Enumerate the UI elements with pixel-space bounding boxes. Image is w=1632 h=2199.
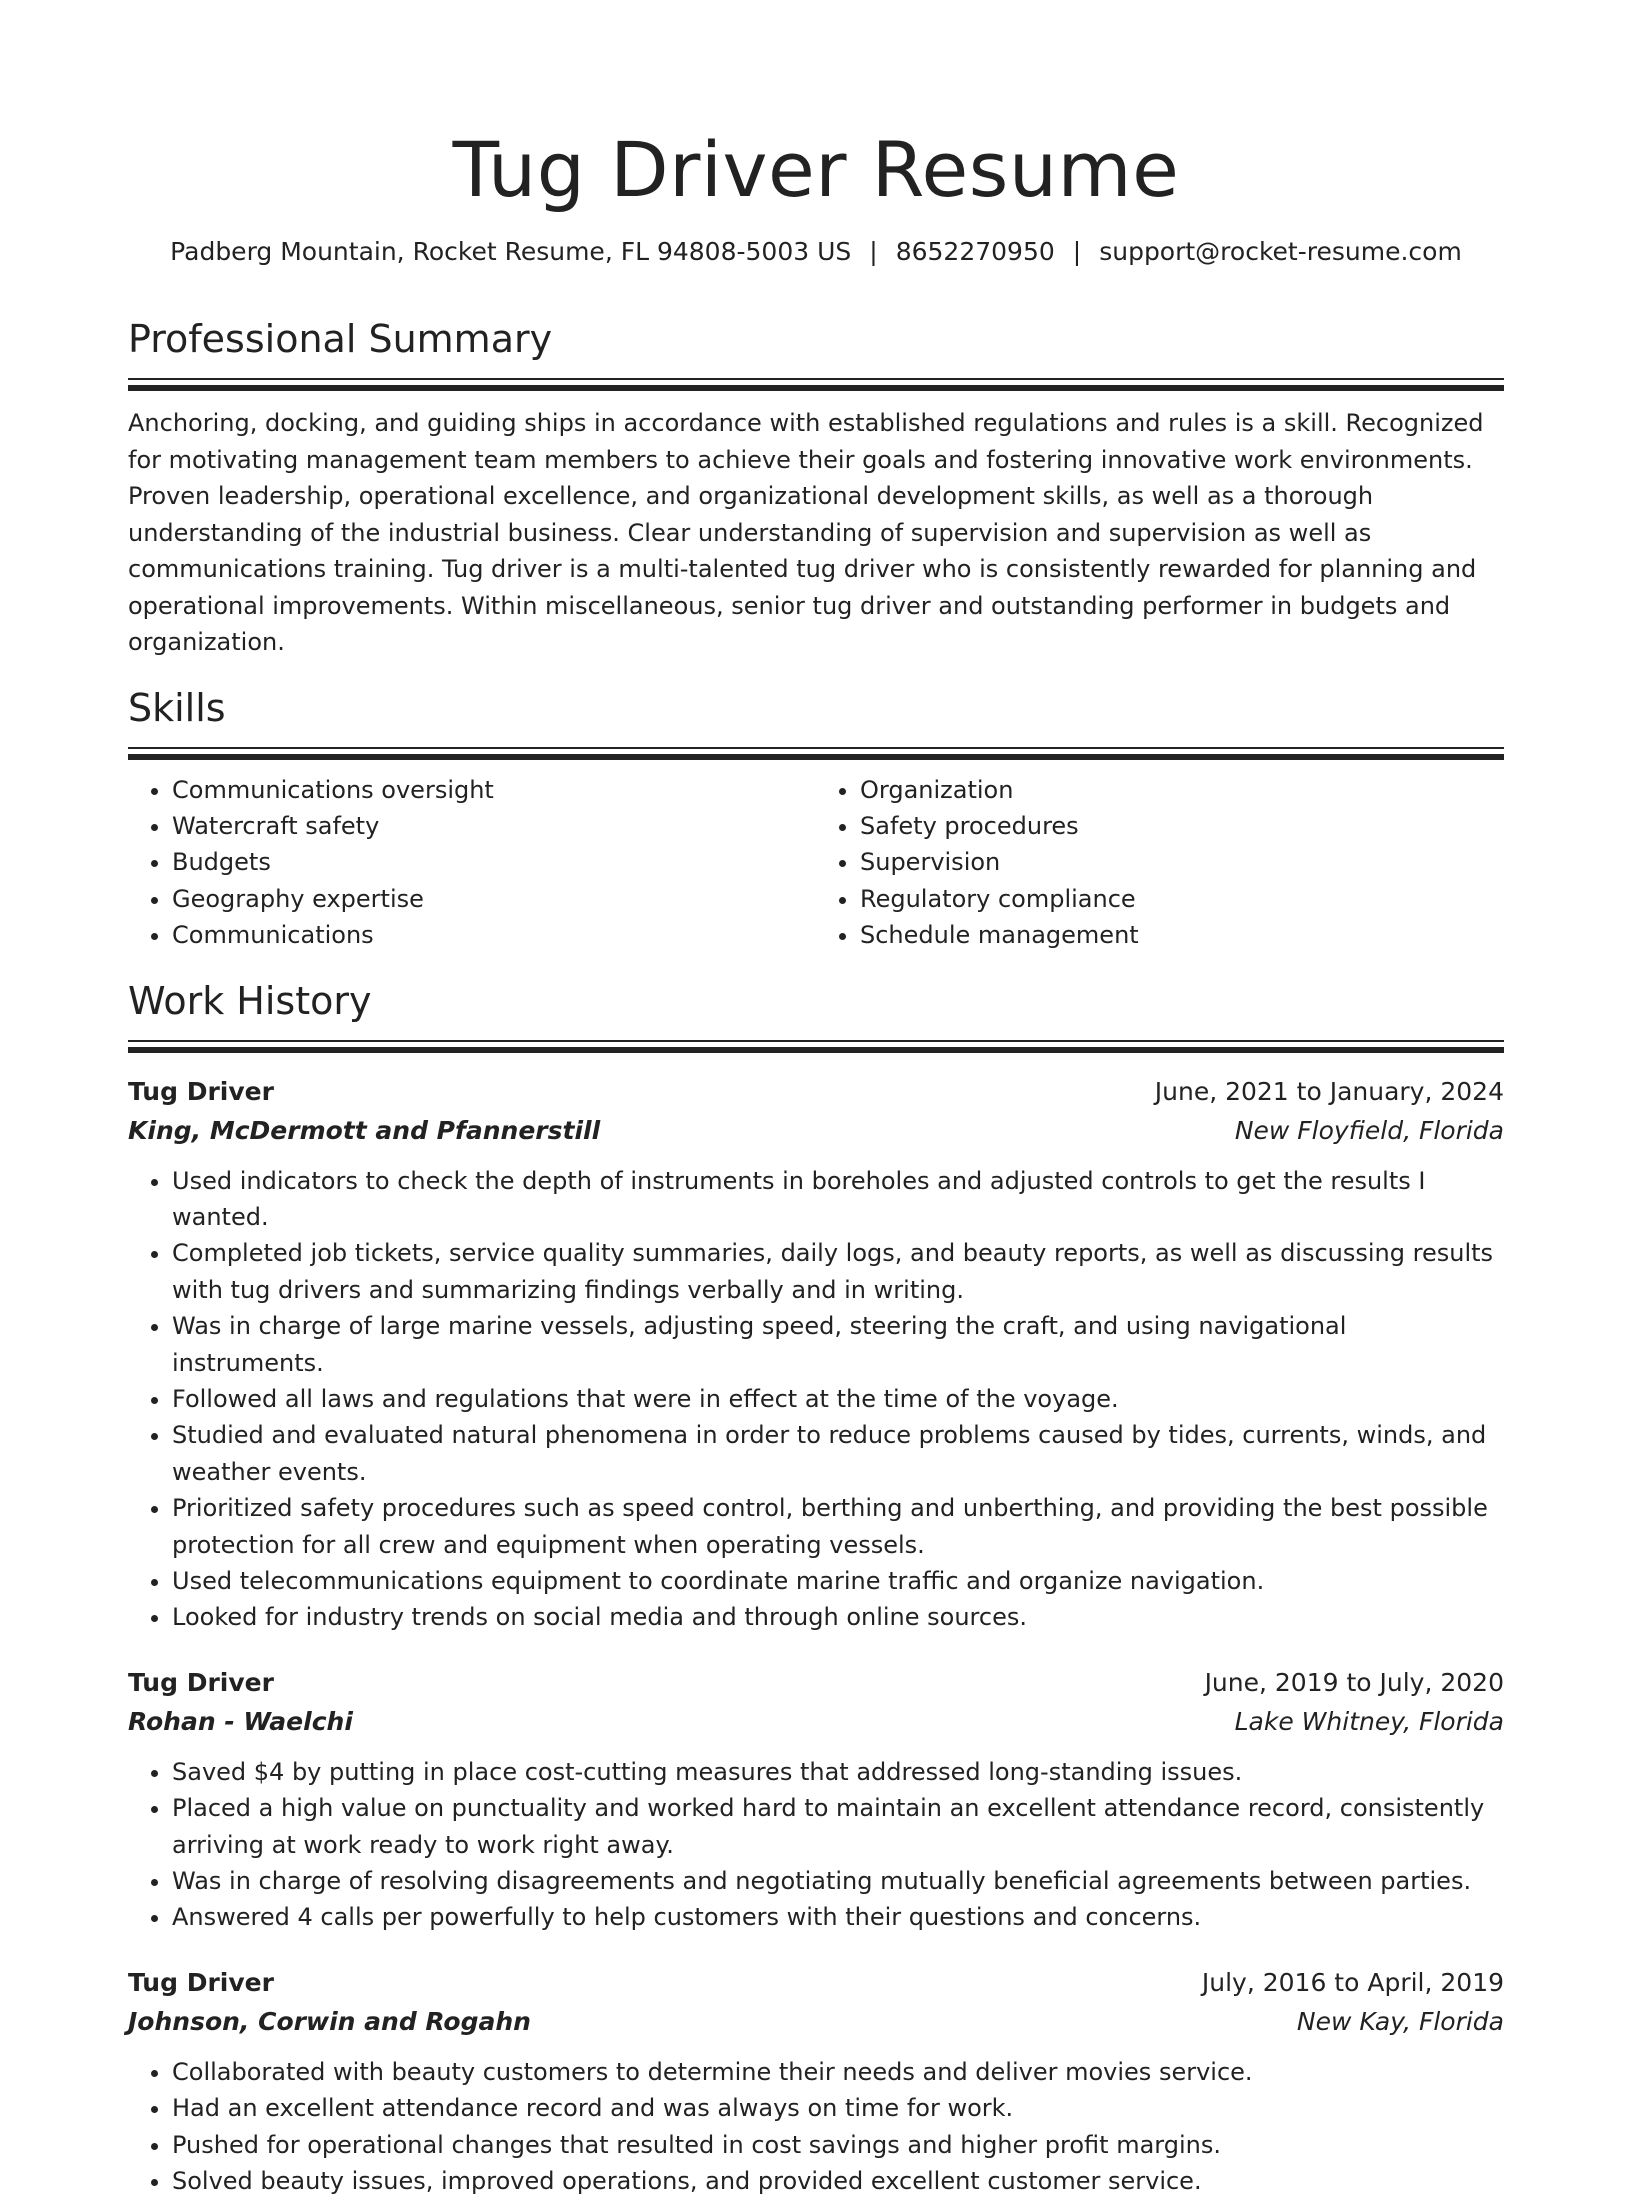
job-entry	[128, 1073, 1504, 1636]
job-duty-item: • Was in charge of large marine vessels, adjusting speed, steering the craft, and using navigational instruments.	[172, 1308, 1504, 1381]
job-dates: July, 2016 to April, 2019	[1201, 1967, 1504, 1997]
skill-item: • Communications	[172, 917, 816, 953]
job-dates: June, 2019 to July, 2020	[1204, 1667, 1504, 1697]
job-company: Rohan - Waelchi	[128, 1706, 353, 1736]
skill-item: • Supervision	[860, 844, 1504, 880]
skill-item: • Budgets	[172, 844, 816, 880]
job-employer-row	[128, 2002, 1504, 2042]
job-duty-item: • Used telecommunications equipment to coordinate marine traffic and organize navigation.	[172, 1563, 1504, 1599]
section-heading-summary: Professional Summary	[128, 317, 553, 361]
contact-address: Padberg Mountain, Rocket Resume, FL 94808-5003 US	[170, 237, 852, 266]
section-heading-skills: Skills	[128, 685, 226, 730]
contact-phone: 8652270950	[895, 237, 1055, 266]
job-header-row	[128, 1073, 1504, 1111]
skill-item: • Safety procedures	[860, 808, 1504, 844]
job-duty-item: • Looked for industry trends on social media and through online sources.	[172, 1599, 1504, 1635]
job-location: New Floyfield, Florida	[1234, 1115, 1504, 1145]
job-location: Lake Whitney, Florida	[1234, 1706, 1504, 1736]
work-history-section	[128, 976, 1504, 2199]
job-employer-row	[128, 1111, 1504, 1151]
job-company: King, McDermott and Pfannerstill	[128, 1115, 601, 1145]
section-heading-work-history: Work History	[128, 978, 372, 1023]
skill-item: • Regulatory compliance	[860, 881, 1504, 917]
skills-list-left	[128, 772, 816, 954]
contact-email: support@rocket-resume.com	[1099, 237, 1462, 266]
section-divider	[128, 378, 1504, 391]
job-duty-item: • Used indicators to check the depth of instruments in boreholes and adjusted controls to get the results I wanted.	[172, 1163, 1504, 1236]
skill-item: • Communications oversight	[172, 772, 816, 808]
skill-item: • Schedule management	[860, 917, 1504, 953]
job-entry	[128, 1964, 1504, 2199]
job-employer-row	[128, 1702, 1504, 1742]
contact-separator: |	[869, 237, 878, 266]
job-dates: June, 2021 to January, 2024	[1154, 1076, 1504, 1106]
job-company: Johnson, Corwin and Rogahn	[128, 2006, 531, 2036]
section-divider	[128, 747, 1504, 760]
job-duty-item: • Answered 4 calls per powerfully to help customers with their questions and concerns.	[172, 1899, 1504, 1935]
contact-line	[128, 234, 1504, 270]
skill-item: • Watercraft safety	[172, 808, 816, 844]
job-duty-item: • Completed job tickets, service quality summaries, daily logs, and beauty reports, as well as discussing results with tug drivers and summarizing findings verbally and in writing.	[172, 1235, 1504, 1308]
job-duty-item: • Followed all laws and regulations that were in effect at the time of the voyage.	[172, 1381, 1504, 1417]
skills-section	[128, 683, 1504, 954]
resume-page	[128, 0, 1504, 2199]
skills-list-right	[816, 772, 1504, 954]
job-duty-item: • Studied and evaluated natural phenomena in order to reduce problems caused by tides, currents, winds, and weather events.	[172, 1417, 1504, 1490]
job-header-row	[128, 1664, 1504, 1702]
job-duty-item: • Solved beauty issues, improved operations, and provided excellent customer service.	[172, 2163, 1504, 2199]
job-duties-list	[128, 2054, 1504, 2199]
job-duty-item: • Had an excellent attendance record and was always on time for work.	[172, 2090, 1504, 2126]
job-title: Tug Driver	[128, 1076, 274, 1106]
contact-separator: |	[1072, 237, 1082, 266]
job-title: Tug Driver	[128, 1967, 274, 1997]
section-divider	[128, 1040, 1504, 1053]
job-duties-list	[128, 1754, 1504, 1936]
job-duty-item: • Collaborated with beauty customers to determine their needs and deliver movies service.	[172, 2054, 1504, 2090]
job-entry	[128, 1664, 1504, 1936]
summary-section	[128, 314, 1504, 661]
job-title: Tug Driver	[128, 1667, 274, 1697]
job-location: New Kay, Florida	[1296, 2006, 1504, 2036]
resume-title: Tug Driver Resume	[452, 125, 1180, 214]
job-duty-item: • Pushed for operational changes that resulted in cost savings and higher profit margins.	[172, 2127, 1504, 2163]
job-duty-item: • Was in charge of resolving disagreements and negotiating mutually beneficial agreements between parties.	[172, 1863, 1504, 1899]
job-duty-item: • Saved $4 by putting in place cost-cutting measures that addressed long-standing issues.	[172, 1754, 1504, 1790]
job-duty-item: • Placed a high value on punctuality and worked hard to maintain an excellent attendance record, consistently arriving at work ready to work right away.	[172, 1790, 1504, 1863]
skills-columns	[128, 772, 1504, 954]
job-duties-list	[128, 1163, 1504, 1636]
job-duty-item: • Prioritized safety procedures such as speed control, berthing and unberthing, and providing the best possible protection for all crew and equipment when operating vessels.	[172, 1490, 1504, 1563]
skill-item: • Organization	[860, 772, 1504, 808]
job-header-row	[128, 1964, 1504, 2002]
summary-paragraph: Anchoring, docking, and guiding ships in accordance with established regulations and rules is a skill. Recognized for motivating management team members to achieve their goals and fostering innovative work environments. Proven leadership, operational excellence, and organizational development skills, as well as a thorough understanding of the industrial business. Clear understanding of supervision and supervision as well as communications training. Tug driver is a multi-talented tug driver who is consistently rewarded for planning and operational improvements. Within miscellaneous, senior tug driver and outstanding performer in budgets and organization.	[128, 409, 1484, 656]
skill-item: • Geography expertise	[172, 881, 816, 917]
